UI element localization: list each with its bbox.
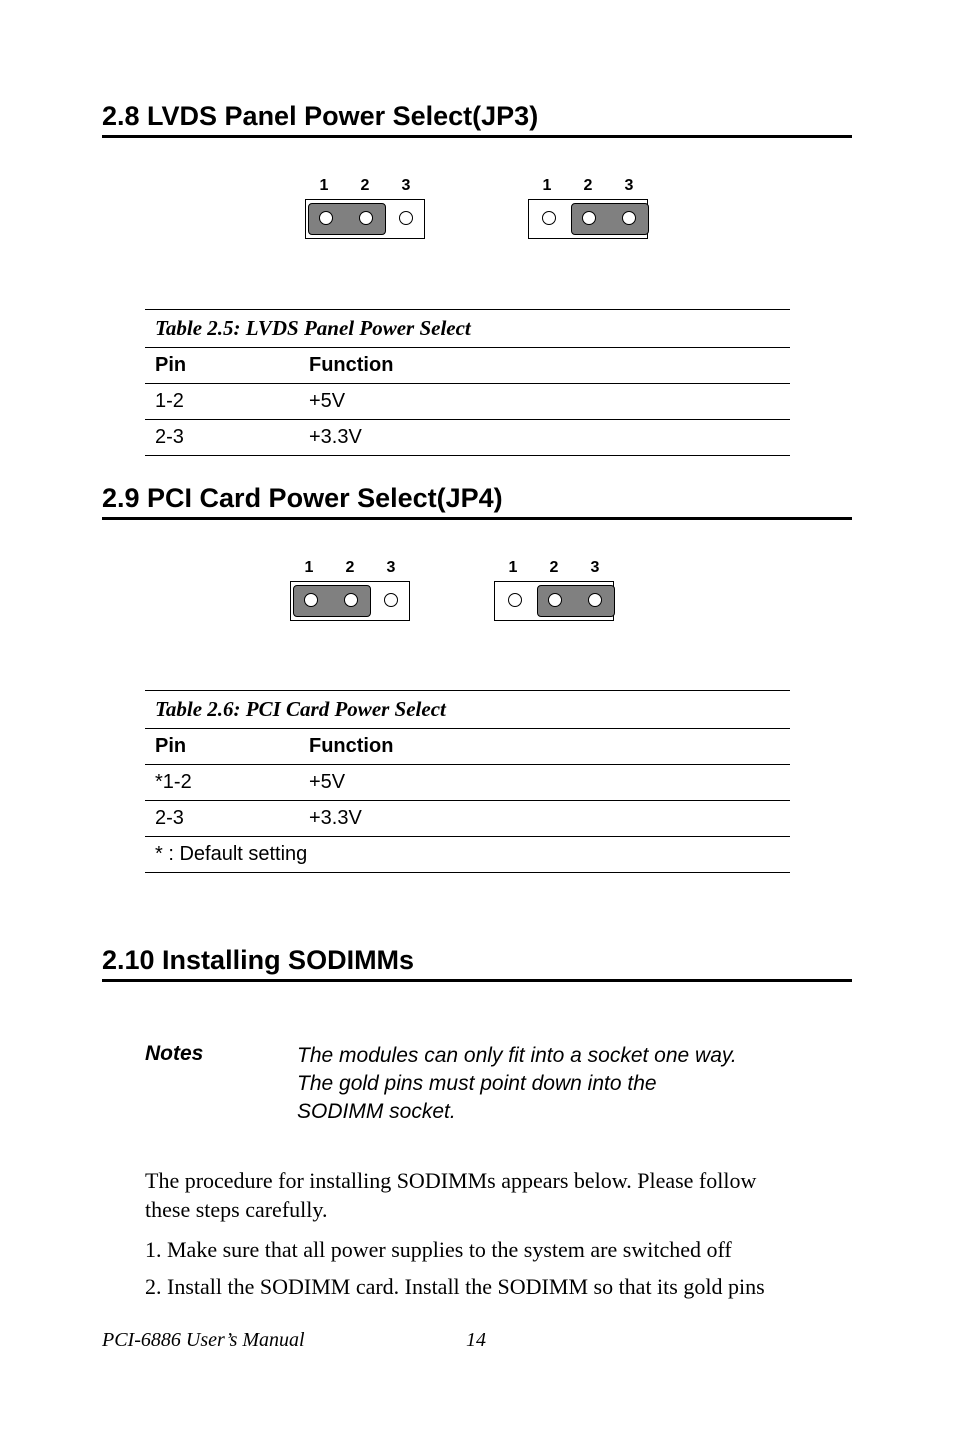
pin-3: [384, 593, 398, 607]
footer-page-number: 14: [466, 1329, 486, 1351]
pin-number: 3: [590, 559, 600, 576]
pin-number: 2: [360, 177, 370, 194]
pin-3: [622, 211, 636, 225]
cell-function: +5V: [299, 765, 790, 801]
pin-1: [304, 593, 318, 607]
step-2: 2. Install the SODIMM card. Install the SODIMM so that its gold pins: [145, 1274, 765, 1299]
cell-function: +3.3V: [299, 801, 790, 837]
jumper-header: [305, 199, 425, 239]
table-pci-card-power-select: [145, 690, 790, 873]
table-caption: Table 2.6: PCI Card Power Select: [145, 691, 790, 729]
notes-text: [297, 1042, 817, 1126]
pin-1: [508, 593, 522, 607]
table-lvds-panel-power-select: [145, 309, 790, 456]
table-row: [145, 801, 790, 837]
step-1: 1. Make sure that all power supplies to the system are switched off: [145, 1237, 732, 1262]
procedure-intro: [145, 1166, 835, 1224]
pin-number: 1: [508, 559, 518, 576]
pin-1: [542, 211, 556, 225]
table-row: [145, 384, 790, 420]
pin-number: 2: [345, 559, 355, 576]
section-heading-2-10: 2.10 Installing SODIMMs: [102, 945, 852, 982]
pin-2: [582, 211, 596, 225]
pin-2: [548, 593, 562, 607]
paragraph-line: these steps carefully.: [145, 1197, 328, 1222]
column-header-pin: Pin: [145, 729, 299, 765]
pin-number: 1: [319, 177, 329, 194]
jumper-header: [528, 199, 648, 239]
notes-line: SODIMM socket.: [297, 1100, 456, 1123]
notes-line: The modules can only fit into a socket one way.: [297, 1044, 737, 1067]
column-header-function: Function: [299, 348, 790, 384]
cell-pin: 2-3: [145, 420, 299, 456]
pin-3: [588, 593, 602, 607]
jumper-header: [494, 581, 614, 621]
column-header-function: Function: [299, 729, 790, 765]
pin-number: 2: [583, 177, 593, 194]
pin-2: [344, 593, 358, 607]
notes-line: The gold pins must point down into the: [297, 1072, 657, 1095]
pin-1: [319, 211, 333, 225]
pin-number: 2: [549, 559, 559, 576]
footer-manual-title: PCI-6886 User’s Manual: [102, 1329, 305, 1351]
table-caption: Table 2.5: LVDS Panel Power Select: [145, 310, 790, 348]
pin-number: 1: [542, 177, 552, 194]
cell-pin: 1-2: [145, 384, 299, 420]
cell-function: +3.3V: [299, 420, 790, 456]
table-footnote: * : Default setting: [145, 837, 790, 873]
table-row: [145, 420, 790, 456]
paragraph-line: The procedure for installing SODIMMs appears below. Please follow: [145, 1168, 757, 1193]
pin-3: [399, 211, 413, 225]
cell-pin: *1-2: [145, 765, 299, 801]
pin-number: 3: [401, 177, 411, 194]
jumper-header: [290, 581, 410, 621]
section-heading-2-8: 2.8 LVDS Panel Power Select(JP3): [102, 101, 852, 138]
pin-2: [359, 211, 373, 225]
pin-number: 3: [386, 559, 396, 576]
table-footnote-row: [145, 837, 790, 873]
table-row: [145, 765, 790, 801]
section-heading-2-9: 2.9 PCI Card Power Select(JP4): [102, 483, 852, 520]
cell-function: +5V: [299, 384, 790, 420]
pin-number: 1: [304, 559, 314, 576]
notes-label: Notes: [145, 1042, 204, 1065]
cell-pin: 2-3: [145, 801, 299, 837]
column-header-pin: Pin: [145, 348, 299, 384]
pin-number: 3: [624, 177, 634, 194]
